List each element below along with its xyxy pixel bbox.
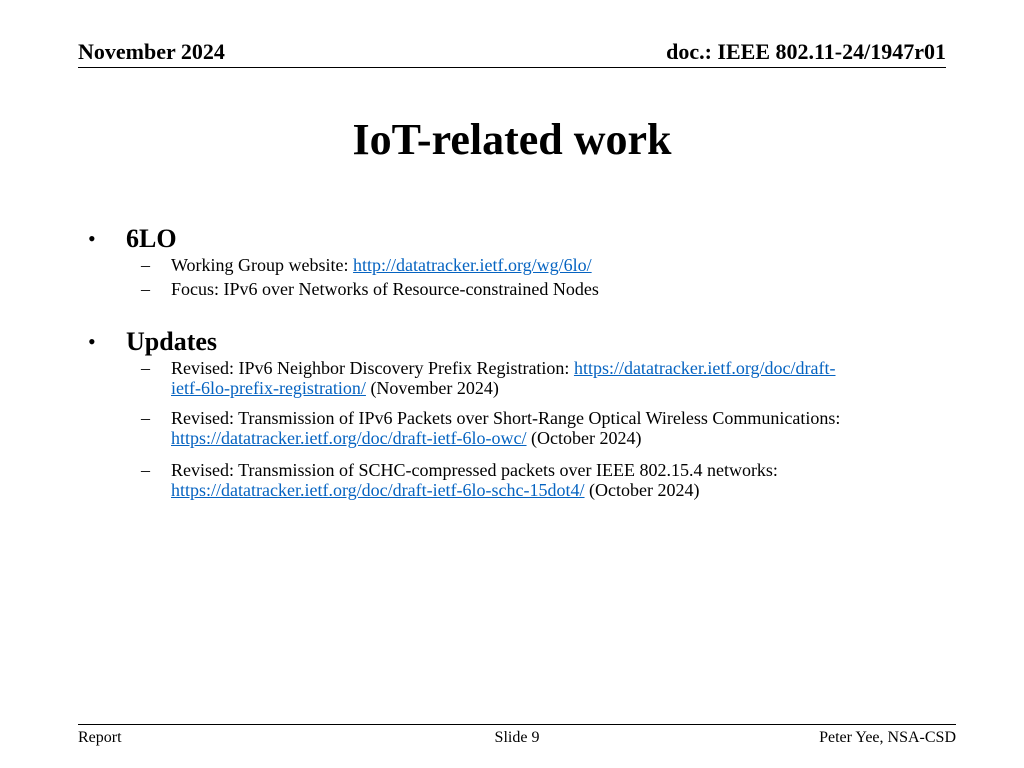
update-3-text: Revised: Transmission of SCHC-compressed packets over IEEE 802.15.4 networks: — [171, 460, 778, 480]
dash-icon: – — [141, 460, 150, 480]
list-item-wg-website — [141, 255, 592, 275]
list-item-focus — [141, 279, 599, 299]
update-2-text: Revised: Transmission of IPv6 Packets over Short-Range Optical Wireless Communications: — [171, 408, 841, 428]
bullet-6lo — [88, 224, 177, 254]
bullet-icon: • — [88, 226, 96, 251]
slide-number: Slide 9 — [494, 729, 540, 746]
dash-icon: – — [141, 255, 150, 275]
update-1-link-part1[interactable]: https://datatracker.ietf.org/doc/draft- — [573, 358, 836, 378]
dash-icon: – — [141, 279, 150, 299]
dash-icon: – — [141, 408, 150, 428]
update-1-text: Revised: IPv6 Neighbor Discovery Prefix Registration: — [171, 358, 574, 378]
footer-author: Peter Yee, NSA-CSD — [819, 729, 956, 746]
wg-website-link[interactable]: http://datatracker.ietf.org/wg/6lo/ — [353, 255, 592, 275]
bullet-icon: • — [88, 329, 96, 354]
footer-rule — [78, 724, 956, 725]
list-item-update-owc — [141, 408, 841, 448]
header-rule — [78, 67, 946, 68]
bullet-6lo-label: 6LO — [126, 224, 177, 253]
update-1-link-part2[interactable]: ietf-6lo-prefix-registration/ — [171, 378, 366, 398]
focus-text: Focus: IPv6 over Networks of Resource-constrained Nodes — [171, 279, 599, 299]
update-2-date: (October 2024) — [526, 428, 642, 448]
update-1-date: (November 2024) — [365, 378, 499, 398]
bullet-updates-label: Updates — [126, 327, 218, 356]
header-doc-id: doc.: IEEE 802.11-24/1947r01 — [666, 39, 946, 64]
update-3-date: (October 2024) — [584, 480, 700, 500]
bullet-updates — [88, 327, 218, 357]
slide-title: IoT-related work — [352, 115, 672, 164]
footer-left: Report — [78, 729, 122, 746]
wg-website-label: Working Group website: — [171, 255, 354, 275]
dash-icon: – — [141, 358, 150, 378]
update-3-link[interactable]: https://datatracker.ietf.org/doc/draft-ietf-6lo-schc-15dot4/ — [171, 480, 585, 500]
list-item-update-schc — [141, 460, 778, 500]
header-date: November 2024 — [78, 39, 225, 64]
list-item-update-prefix-registration — [141, 358, 836, 398]
update-2-link[interactable]: https://datatracker.ietf.org/doc/draft-ietf-6lo-owc/ — [171, 428, 527, 448]
